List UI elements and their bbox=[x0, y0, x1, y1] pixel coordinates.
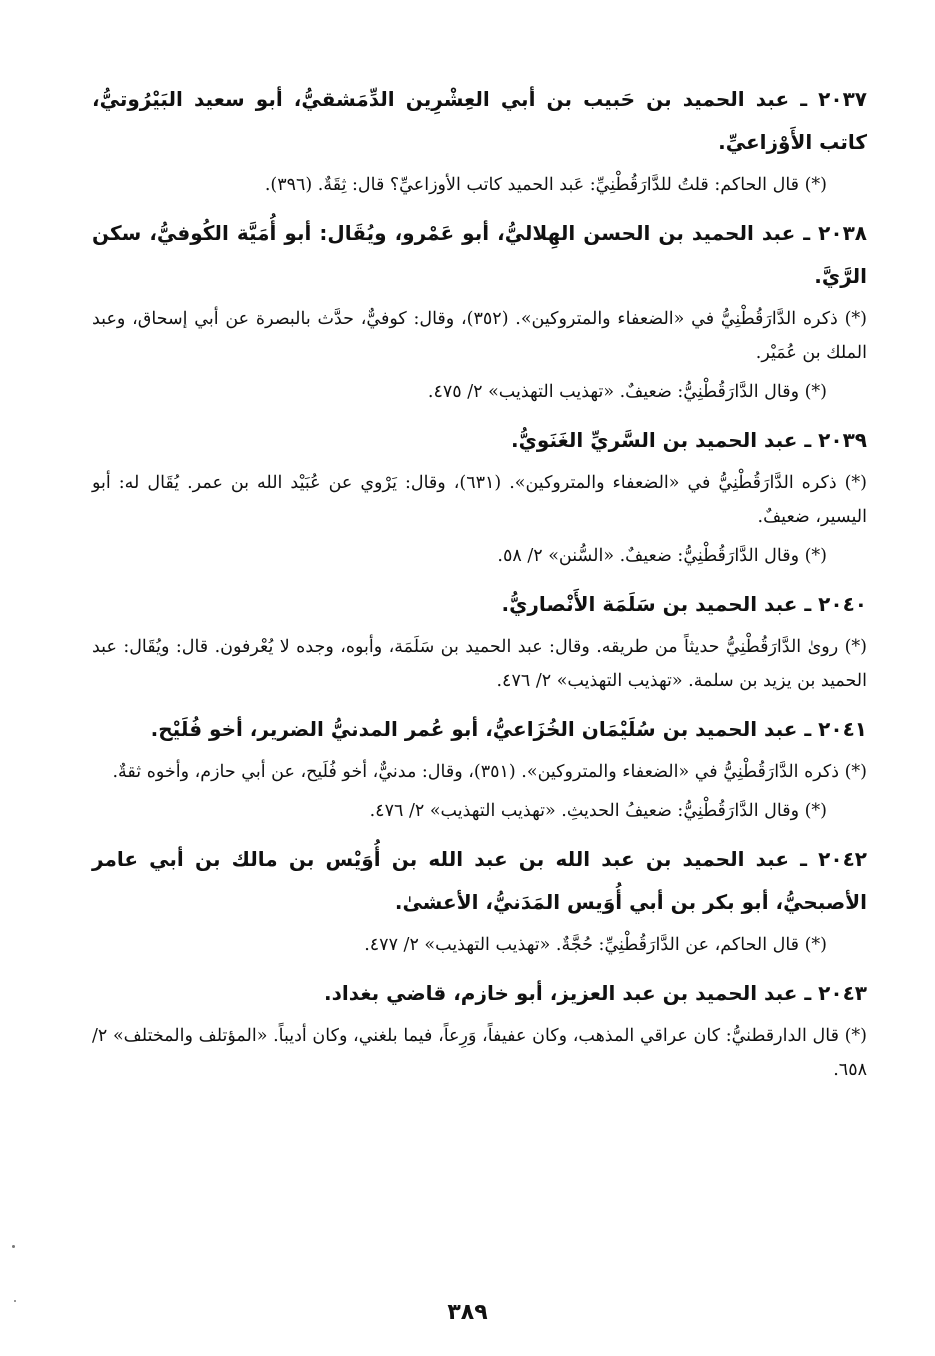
entry-heading: ٢٠٤٢ ـ عبد الحميد بن عبد الله بن عبد الله بن أُوَيْس بن مالك بن أبي عامر الأصبحيُّ، أبو بكر بن أبي أُوَيس المَدَنيُّ، الأعشىٰ. bbox=[92, 847, 867, 914]
entry-2043 bbox=[92, 972, 867, 1087]
entry-note: (*) وقال الدَّارَقُطْنِيُّ: ضعيفٌ. «تهذيب التهذيب» ٢/ ٤٧٥. bbox=[427, 382, 827, 402]
entry-note: (*) قال الدارقطنيُّ: كان عراقي المذهب، وكان عفيفاً، وَرِعاً، فيما بلغني، وكان أديباً. «المؤتلف والمختلف» ٢/ ٦٥٨. bbox=[92, 1026, 867, 1080]
page-number: ٣٨٩ bbox=[447, 1300, 488, 1325]
entry-2038 bbox=[92, 212, 867, 409]
entry-note: (*) ذكره الدَّارَقُطْنِيُّ في «الضعفاء والمتروكين». (٣٥١)، وقال: مدنيٌّ، أخو فُلَيح، عن أبي حازم، وأخوه ثقةٌ. bbox=[112, 762, 867, 782]
entry-heading: ٢٠٤٣ ـ عبد الحميد بن عبد العزيز، أبو خازم، قاضي بغداد. bbox=[324, 981, 867, 1005]
entry-heading: ٢٠٤٠ ـ عبد الحميد بن سَلَمَة الأَنْصاريُّ. bbox=[501, 592, 867, 616]
entry-note: (*) قال الحاكم، عن الدَّارَقُطْنِيِّ: حُجَّةٌ. «تهذيب التهذيب» ٢/ ٤٧٧. bbox=[364, 935, 827, 955]
entry-heading: ٢٠٣٩ ـ عبد الحميد بن السَّريِّ الغَنَويُّ. bbox=[510, 428, 867, 452]
entry-2042 bbox=[92, 838, 867, 962]
entry-2040 bbox=[92, 583, 867, 698]
entry-heading: ٢٠٣٧ ـ عبد الحميد بن حَبيب بن أبي العِشْرِين الدِّمَشقيُّ، أبو سعيد البَيْرُوتيُّ، كاتب الأَوْزاعيِّ. bbox=[92, 87, 867, 154]
entry-note: (*) ذكره الدَّارَقُطْنِيُّ في «الضعفاء والمتروكين». (٦٣١)، وقال: يَرْوي عن عُبَيْد الله بن عمر. يُقَال له: أبو اليسير، ضعيفٌ. bbox=[92, 473, 868, 527]
entry-2037 bbox=[92, 78, 867, 202]
entry-note: (*) وقال الدَّارَقُطْنِيُّ: ضعيفٌ. «السُّنن» ٢/ ٥٨. bbox=[497, 546, 827, 566]
entry-heading: ٢٠٤١ ـ عبد الحميد بن سُلَيْمَان الخُزَاعيُّ، أبو عُمر المدنيُّ الضرير، أخو فُلَيْح. bbox=[150, 717, 867, 741]
entry-2041 bbox=[92, 708, 867, 828]
entry-note: (*) روىٰ الدَّارَقُطْنِيُّ حديثاً من طريقه. وقال: عبد الحميد بن سَلَمَة، وأبوه، وجده لا يُعْرفون. قال: ويُقَال: عبد الحميد بن يزيد بن سلمة. «تهذيب التهذيب» ٢/ ٤٧٦. bbox=[92, 637, 867, 691]
scan-speck bbox=[14, 1300, 16, 1302]
page-body bbox=[92, 78, 867, 1097]
entry-note: (*) قال الحاكم: قلتُ للدَّارَقُطْنِيِّ: عَبد الحميد كاتب الأوزاعيِّ؟ قال: ثِقَةٌ. (٣٩٦). bbox=[264, 175, 827, 195]
entry-note: (*) وقال الدَّارَقُطْنِيُّ: ضعيفُ الحديثِ. «تهذيب التهذيب» ٢/ ٤٧٦. bbox=[369, 801, 827, 821]
entry-2039 bbox=[92, 419, 867, 573]
entry-note: (*) ذكره الدَّارَقُطْنِيُّ في «الضعفاء والمتروكين». (٣٥٢)، وقال: كوفيٌّ، حدَّث بالبصرة عن أبي إسحاق، وعبد الملك بن عُمَيْر. bbox=[92, 309, 868, 363]
entry-heading: ٢٠٣٨ ـ عبد الحميد بن الحسن الهِلاليُّ، أبو عَمْرو، ويُقَال: أبو أُمَيَّة الكُوفيُّ، سكن الرَّيَّ. bbox=[92, 221, 867, 288]
scan-speck bbox=[12, 1245, 15, 1248]
